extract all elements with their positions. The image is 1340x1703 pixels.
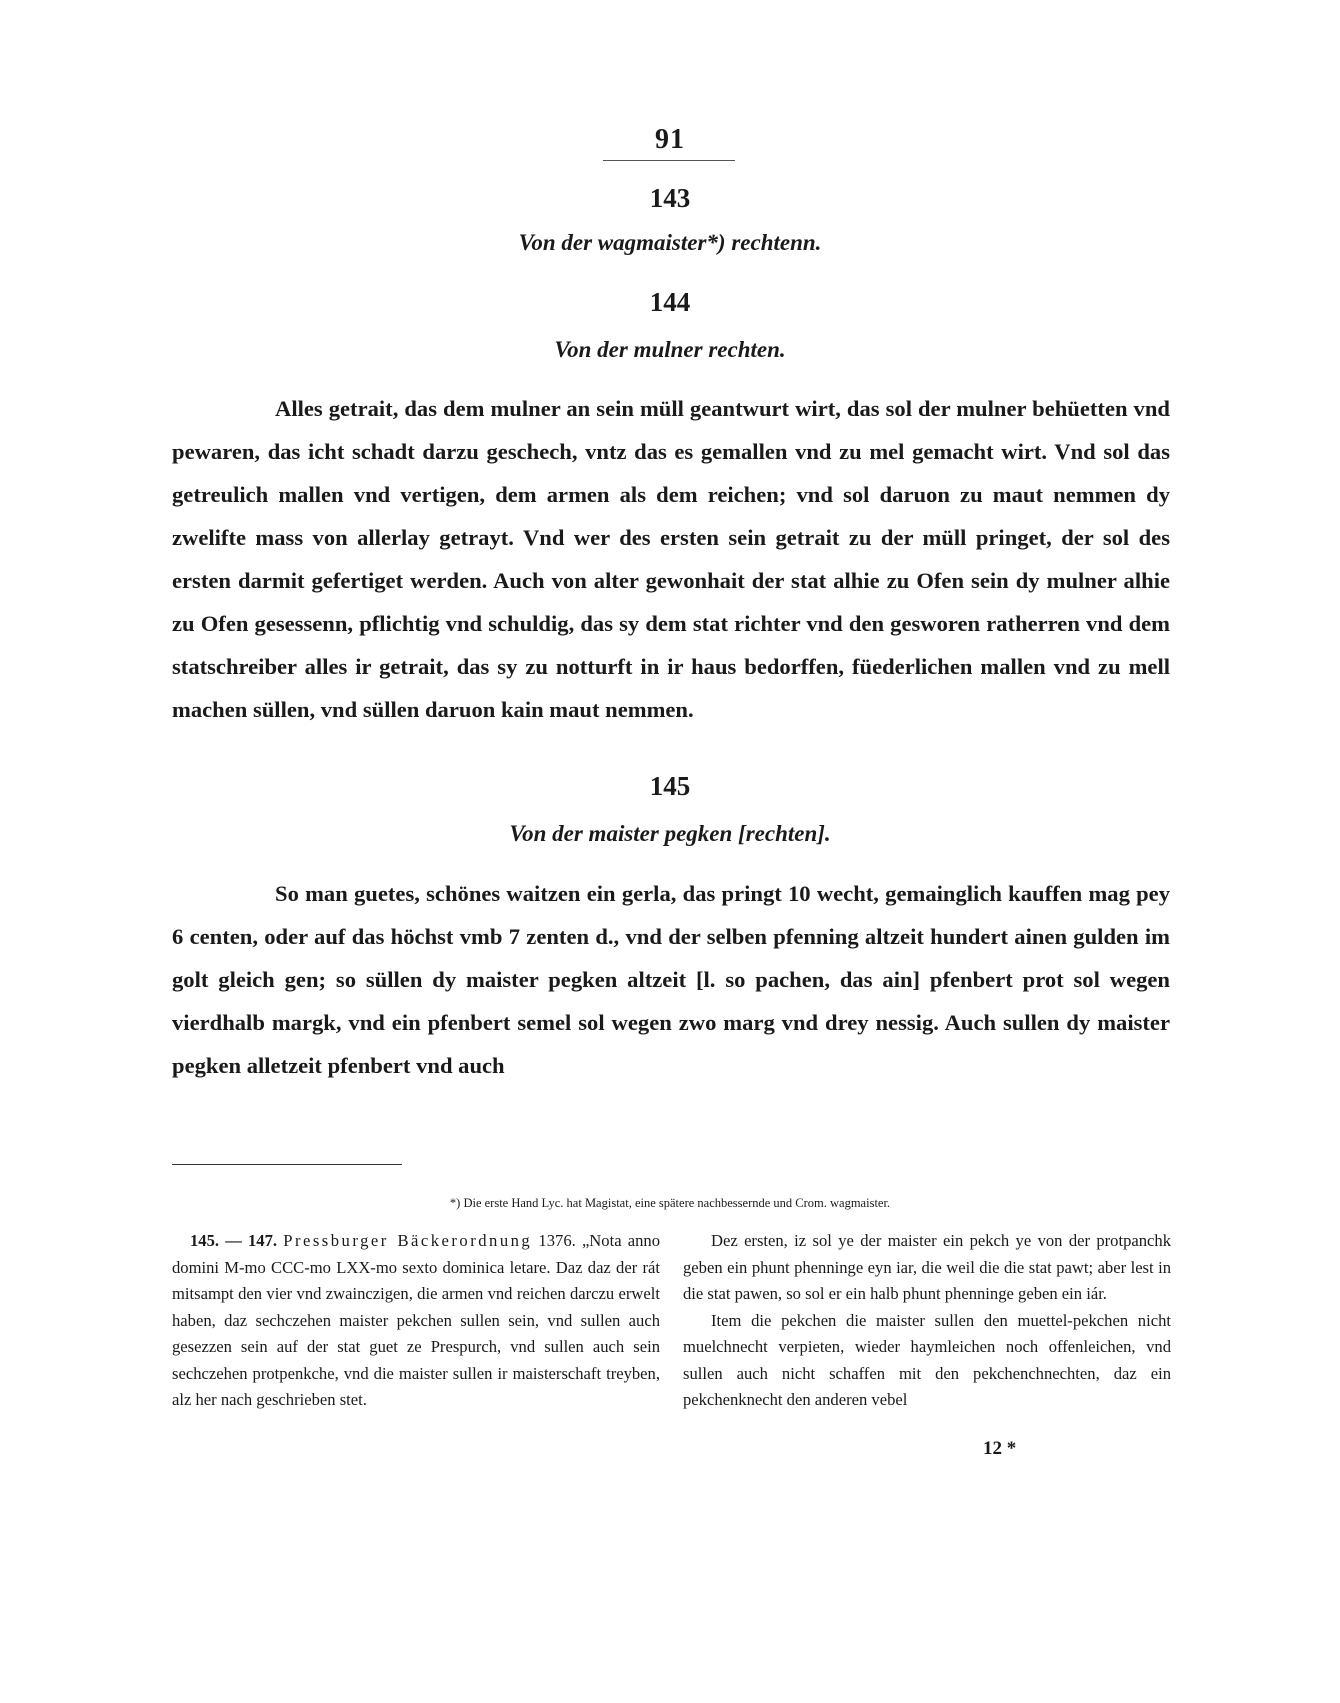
signature-mark: 12 * <box>983 1438 1017 1459</box>
notes-left-paragraph <box>172 1228 660 1414</box>
notes-left-column <box>172 1228 660 1414</box>
section-number-145: 145 <box>649 771 691 801</box>
notes-left-body: 1376. „Nota anno domini M-mo CCC-mo LXX-mo sexto dominica letare. Daz daz der rát mitsampt den vier vnd zwainczigen, die armen vnd reichen darczu erwelt haben, daz sechczehen maister pekchen sullen sein, vnd sullen auch gesezzen sein auf der stat guet ze Prespurch, vnd sullen auch sein sechczehen protpenkche, vnd die maister sullen ir maisterschaft treyben, alz her nach geschrieben stet. <box>172 1231 660 1409</box>
page-number-rule <box>603 160 735 161</box>
page-number: 91 <box>655 124 685 155</box>
section-number-143: 143 <box>649 183 691 213</box>
section-144-text: Alles getrait, das dem mulner an sein müll geantwurt wirt, das sol der mulner behüetten vnd pewaren, das icht schadt darzu geschech, vntz das es gemallen vnd zu mel gemacht wirt. Vnd sol das getreulich mallen vnd vertigen, dem armen als dem reichen; vnd sol daruon zu maut nemmen dy zwelifte mass von allerlay getrayt. Vnd wer des ersten sein getrait zu der müll pringet, der sol des ersten darmit gefertiget werden. Auch von alter gewonhait der stat alhie zu Ofen sein dy mulner alhie zu Ofen gesessenn, pflichtig vnd schuldig, das sy dem stat richter vnd den gesworen ratherren vnd dem statschreiber alles ir getrait, das sy zu notturft in ir haus bedorffen, füederlichen mallen vnd zu mell machen süllen, vnd süllen daruon kain maut nemmen. <box>172 396 1170 722</box>
section-title-143: Von der wagmaister*) rechtenn. <box>518 230 822 255</box>
section-title-144: Von der mulner rechten. <box>554 337 786 362</box>
footnote: *) Die erste Hand Lyc. hat Magistat, eine spätere nachbessernde und Crom. wagmaister. <box>449 1196 891 1210</box>
section-title-145: Von der maister pegken [rechten]. <box>509 821 831 846</box>
notes-right-paragraph-2: Item die pekchen die maister sullen den muettel-pekchen nicht muelchnecht verpieten, wieder haymleichen noch offenleichen, vnd sullen auch nicht schaffen mit den pekchenchnechten, daz ein pekchenknecht den anderen vebel <box>683 1310 1171 1409</box>
notes-left-heading: Pressburger Bäckerordnung <box>283 1231 533 1250</box>
notes-right-column <box>683 1228 1171 1414</box>
notes-left-ref: 145. — 147. <box>190 1231 278 1250</box>
footnote-rule <box>172 1164 402 1165</box>
section-145-text: So man guetes, schönes waitzen ein gerla, das pringt 10 wecht, gemainglich kauffen mag pey 6 centen, oder auf das höchst vmb 7 zenten d., vnd der selben pfenning altzeit hundert ainen gulden im golt gleich gen; so süllen dy maister pegken altzeit [l. so pachen, das ain] pfenbert prot sol wegen vierdhalb margk, vnd ein pfenbert semel sol wegen zwo marg vnd drey nessig. Auch sullen dy maister pegken alletzeit pfenbert vnd auch <box>172 881 1170 1078</box>
notes-right-paragraph-1: Dez ersten, iz sol ye der maister ein pekch ye von der protpanchk geben ein phunt phenninge eyn iar, die weil die die stat pawt; aber lest in die stat pawen, so sol er ein halb phunt phenninge geben ein iár. <box>683 1231 1171 1303</box>
section-number-144: 144 <box>649 287 691 317</box>
